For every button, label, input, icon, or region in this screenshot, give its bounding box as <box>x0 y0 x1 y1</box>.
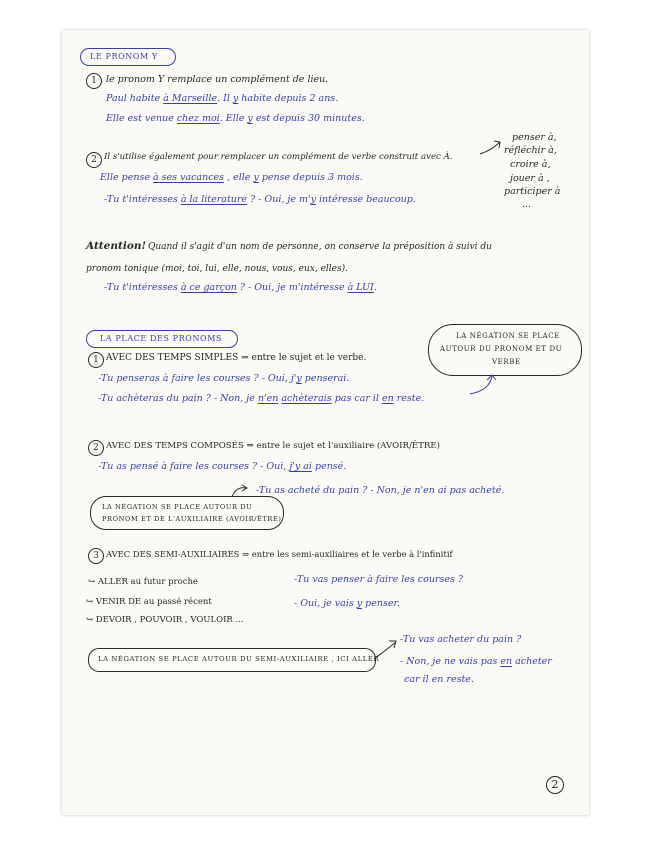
example-vais-y-penser: - Oui, je vais y penser. <box>294 598 401 609</box>
number-circle-3: 1 <box>88 352 104 368</box>
number-circle-2: 2 <box>86 152 102 168</box>
example-acheteras: -Tu achèteras du pain ? - Non, je n'en achèterais pas car il en reste. <box>98 393 425 404</box>
example-literature: -Tu t'intéresses à la literature ? - Oui, je m'y intéresse beaucoup. <box>104 194 416 205</box>
example-vacances: Elle pense à ses vacances , elle y pense depuis 3 mois. <box>100 172 363 183</box>
negation-2-line-1: LA NÉGATION SE PLACE AUTOUR DU <box>102 503 253 511</box>
attention-line-2: pronom tonique (moi, toi, lui, elle, nous, vous, eux, elles). <box>86 264 348 274</box>
negation-2-line-2: PRONOM ET DE L'AUXILIAIRE (AVOIR/ÊTRE) <box>102 515 282 523</box>
verb-list-2: réfléchir à, <box>504 145 557 156</box>
negation-3-text: LA NÉGATION SE PLACE AUTOUR DU SEMI-AUXILIAIRE , ICI ALLER <box>98 655 380 663</box>
example-penseras: -Tu penseras à faire les courses ? - Oui, j'y penserai. <box>98 373 350 384</box>
rule-line-1: le pronom Y remplace un complément de lieu. <box>106 74 329 85</box>
rule-line-2: Il s'utilise également pour remplacer un complément de verbe construit avec À. <box>104 152 453 162</box>
negation-box-2 <box>90 496 284 530</box>
negation-1-line-3: VERBE <box>492 358 521 366</box>
example-vais-pas-acheter: - Non, je ne vais pas en acheter <box>400 656 552 667</box>
verb-list-4: jouer à , <box>510 173 550 184</box>
verb-list-6: ... <box>522 199 532 210</box>
example-as-achete: -Tu as acheté du pain ? - Non, je n'en ai pas acheté. <box>256 485 505 496</box>
example-car-il-en-reste: car il en reste. <box>404 674 474 685</box>
list-aller: ↪ ALLER au futur proche <box>88 577 198 587</box>
verb-list-1: penser à, <box>512 132 557 143</box>
example-vas-penser: -Tu vas penser à faire les courses ? <box>294 574 463 585</box>
example-marseille: Paul habite à Marseille. Il y habite depuis 2 ans. <box>106 93 339 104</box>
rule-compound-tenses: AVEC DES TEMPS COMPOSÉS ⇒ entre le sujet et l'auxiliaire (AVOIR/ÊTRE) <box>106 441 440 451</box>
verb-list-3: croire à, <box>510 159 551 170</box>
list-venir-de: ↪ VENIR DE au passé récent <box>86 597 212 607</box>
rule-simple-tenses: AVEC DES TEMPS SIMPLES ⇒ entre le sujet et le verbe. <box>106 353 367 363</box>
number-circle-4: 2 <box>88 440 104 456</box>
page-number: 2 <box>546 776 564 794</box>
list-devoir: ↪ DEVOIR , POUVOIR , VOULOIR ... <box>86 615 244 625</box>
attention-label: Attention! <box>86 240 147 252</box>
verb-list-5: participer à <box>504 186 561 197</box>
example-as-pense: -Tu as pensé à faire les courses ? - Oui, j'y ai pensé. <box>98 461 347 472</box>
rule-semi-auxiliaries: AVEC DES SEMI-AUXILIAIRES ⇒ entre les semi-auxiliaires et le verbe à l'infinitif <box>106 549 453 559</box>
example-vas-acheter: -Tu vas acheter du pain ? <box>400 634 522 645</box>
number-circle-5: 3 <box>88 548 104 564</box>
example-chez-moi: Elle est venue chez moi. Elle y est depuis 30 minutes. <box>106 113 365 124</box>
negation-1-line-2: AUTOUR DU PRONOM ET DU <box>440 345 563 353</box>
negation-1-line-1: LA NÉGATION SE PLACE <box>456 332 560 340</box>
number-circle-1: 1 <box>86 73 102 89</box>
example-garcon: -Tu t'intéresses à ce garçon ? - Oui, je m'intéresse à LUI. <box>104 282 377 293</box>
section-title-pronom-y: LE PRONOM Y <box>90 52 158 61</box>
attention-line-1: Quand il s'agit d'un nom de personne, on conserve la préposition à suivi du <box>148 242 492 252</box>
section-title-place: LA PLACE DES PRONOMS <box>100 334 223 343</box>
